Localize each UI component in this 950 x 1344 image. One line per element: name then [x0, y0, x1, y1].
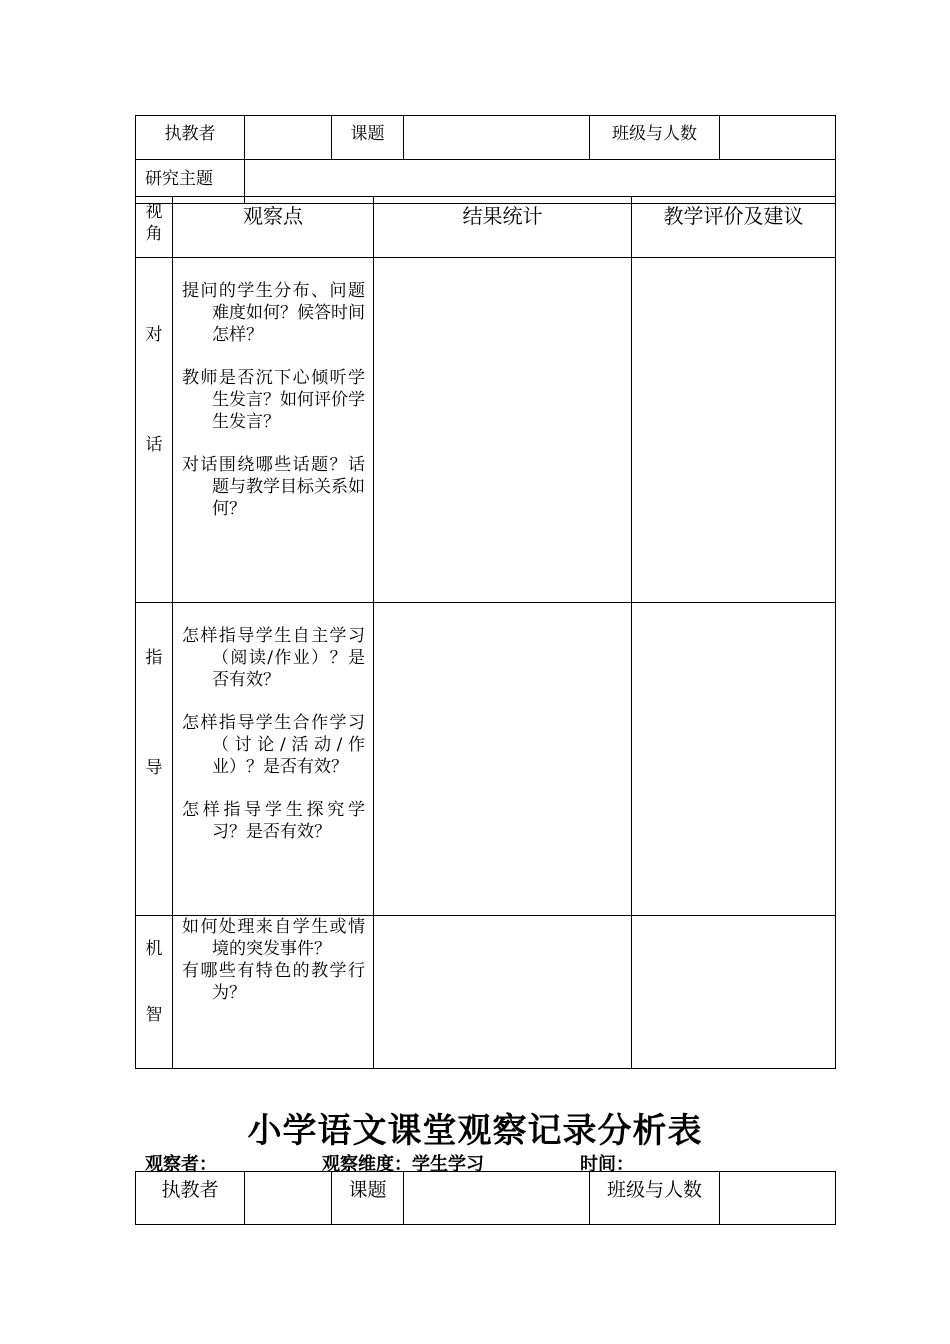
view-char: 指: [145, 648, 163, 668]
observation-point: 怎样指导学生探究学习？是否有效？: [182, 800, 365, 842]
view-char: 机: [145, 939, 163, 959]
col-view-char: 视: [145, 202, 163, 222]
class-size-field[interactable]: [720, 1172, 836, 1225]
header-table-2: [135, 1171, 836, 1225]
observation-point: 教师是否沉下心倾听学生发言？如何评价学生发言？: [182, 368, 365, 432]
table-row-tact: [136, 916, 836, 1069]
col-results-header: 结果统计: [374, 197, 632, 258]
view-char: 导: [145, 758, 163, 778]
view-cell-guidance: [136, 603, 173, 916]
observer-label: 观察者：: [145, 1154, 217, 1175]
dimension-label: 观察维度：学生学习: [322, 1154, 484, 1175]
observation-point: 有哪些有特色的教学行为？: [182, 961, 365, 1003]
observation-point: 怎样指导学生合作学习（讨论/活动/作业）？是否有效？: [182, 713, 365, 777]
teacher-field[interactable]: [245, 1172, 332, 1225]
evaluation-cell-tact[interactable]: [632, 916, 836, 1069]
teacher-label: 执教者: [136, 116, 245, 160]
research-topic-label: 研究主题: [136, 160, 245, 204]
col-view-char: 角: [145, 224, 163, 244]
evaluation-cell-dialogue[interactable]: [632, 258, 836, 603]
lesson-field[interactable]: [404, 116, 590, 160]
points-cell-guidance: [173, 603, 374, 916]
teacher-field[interactable]: [245, 116, 332, 160]
points-cell-dialogue: [173, 258, 374, 603]
results-cell-dialogue[interactable]: [374, 258, 632, 603]
lesson-label: 课题: [332, 1172, 404, 1225]
observation-point: 如何处理来自学生或情境的突发事件？: [182, 917, 365, 959]
observation-table: [135, 196, 836, 1069]
lesson-field[interactable]: [404, 1172, 590, 1225]
table-row-dialogue: [136, 258, 836, 603]
view-cell-dialogue: [136, 258, 173, 603]
evaluation-cell-guidance[interactable]: [632, 603, 836, 916]
form-title: 小学语文课堂观察记录分析表: [247, 1111, 703, 1151]
table-row-guidance: [136, 603, 836, 916]
points-cell-tact: [173, 916, 374, 1069]
observation-point: 对话围绕哪些话题？话题与教学目标关系如何？: [182, 455, 365, 519]
observation-point: 提问的学生分布、问题难度如何？候答时间怎样？: [182, 281, 365, 345]
class-size-field[interactable]: [720, 116, 836, 160]
col-points-header: 观察点: [173, 197, 374, 258]
view-char: 话: [145, 435, 163, 455]
view-char: 对: [145, 325, 163, 345]
observation-point: 怎样指导学生自主学习（阅读/作业）？是否有效？: [182, 626, 365, 690]
view-char: 智: [145, 1005, 163, 1025]
class-size-label: 班级与人数: [590, 1172, 720, 1225]
header-table: [135, 115, 836, 204]
col-evaluation-header: 教学评价及建议: [632, 197, 836, 258]
col-view-header: [136, 197, 173, 258]
results-cell-guidance[interactable]: [374, 603, 632, 916]
results-cell-tact[interactable]: [374, 916, 632, 1069]
teacher-label: 执教者: [136, 1172, 245, 1225]
class-size-label: 班级与人数: [590, 116, 720, 160]
view-cell-tact: [136, 916, 173, 1069]
time-label: 时间：: [580, 1154, 634, 1175]
lesson-label: 课题: [332, 116, 404, 160]
